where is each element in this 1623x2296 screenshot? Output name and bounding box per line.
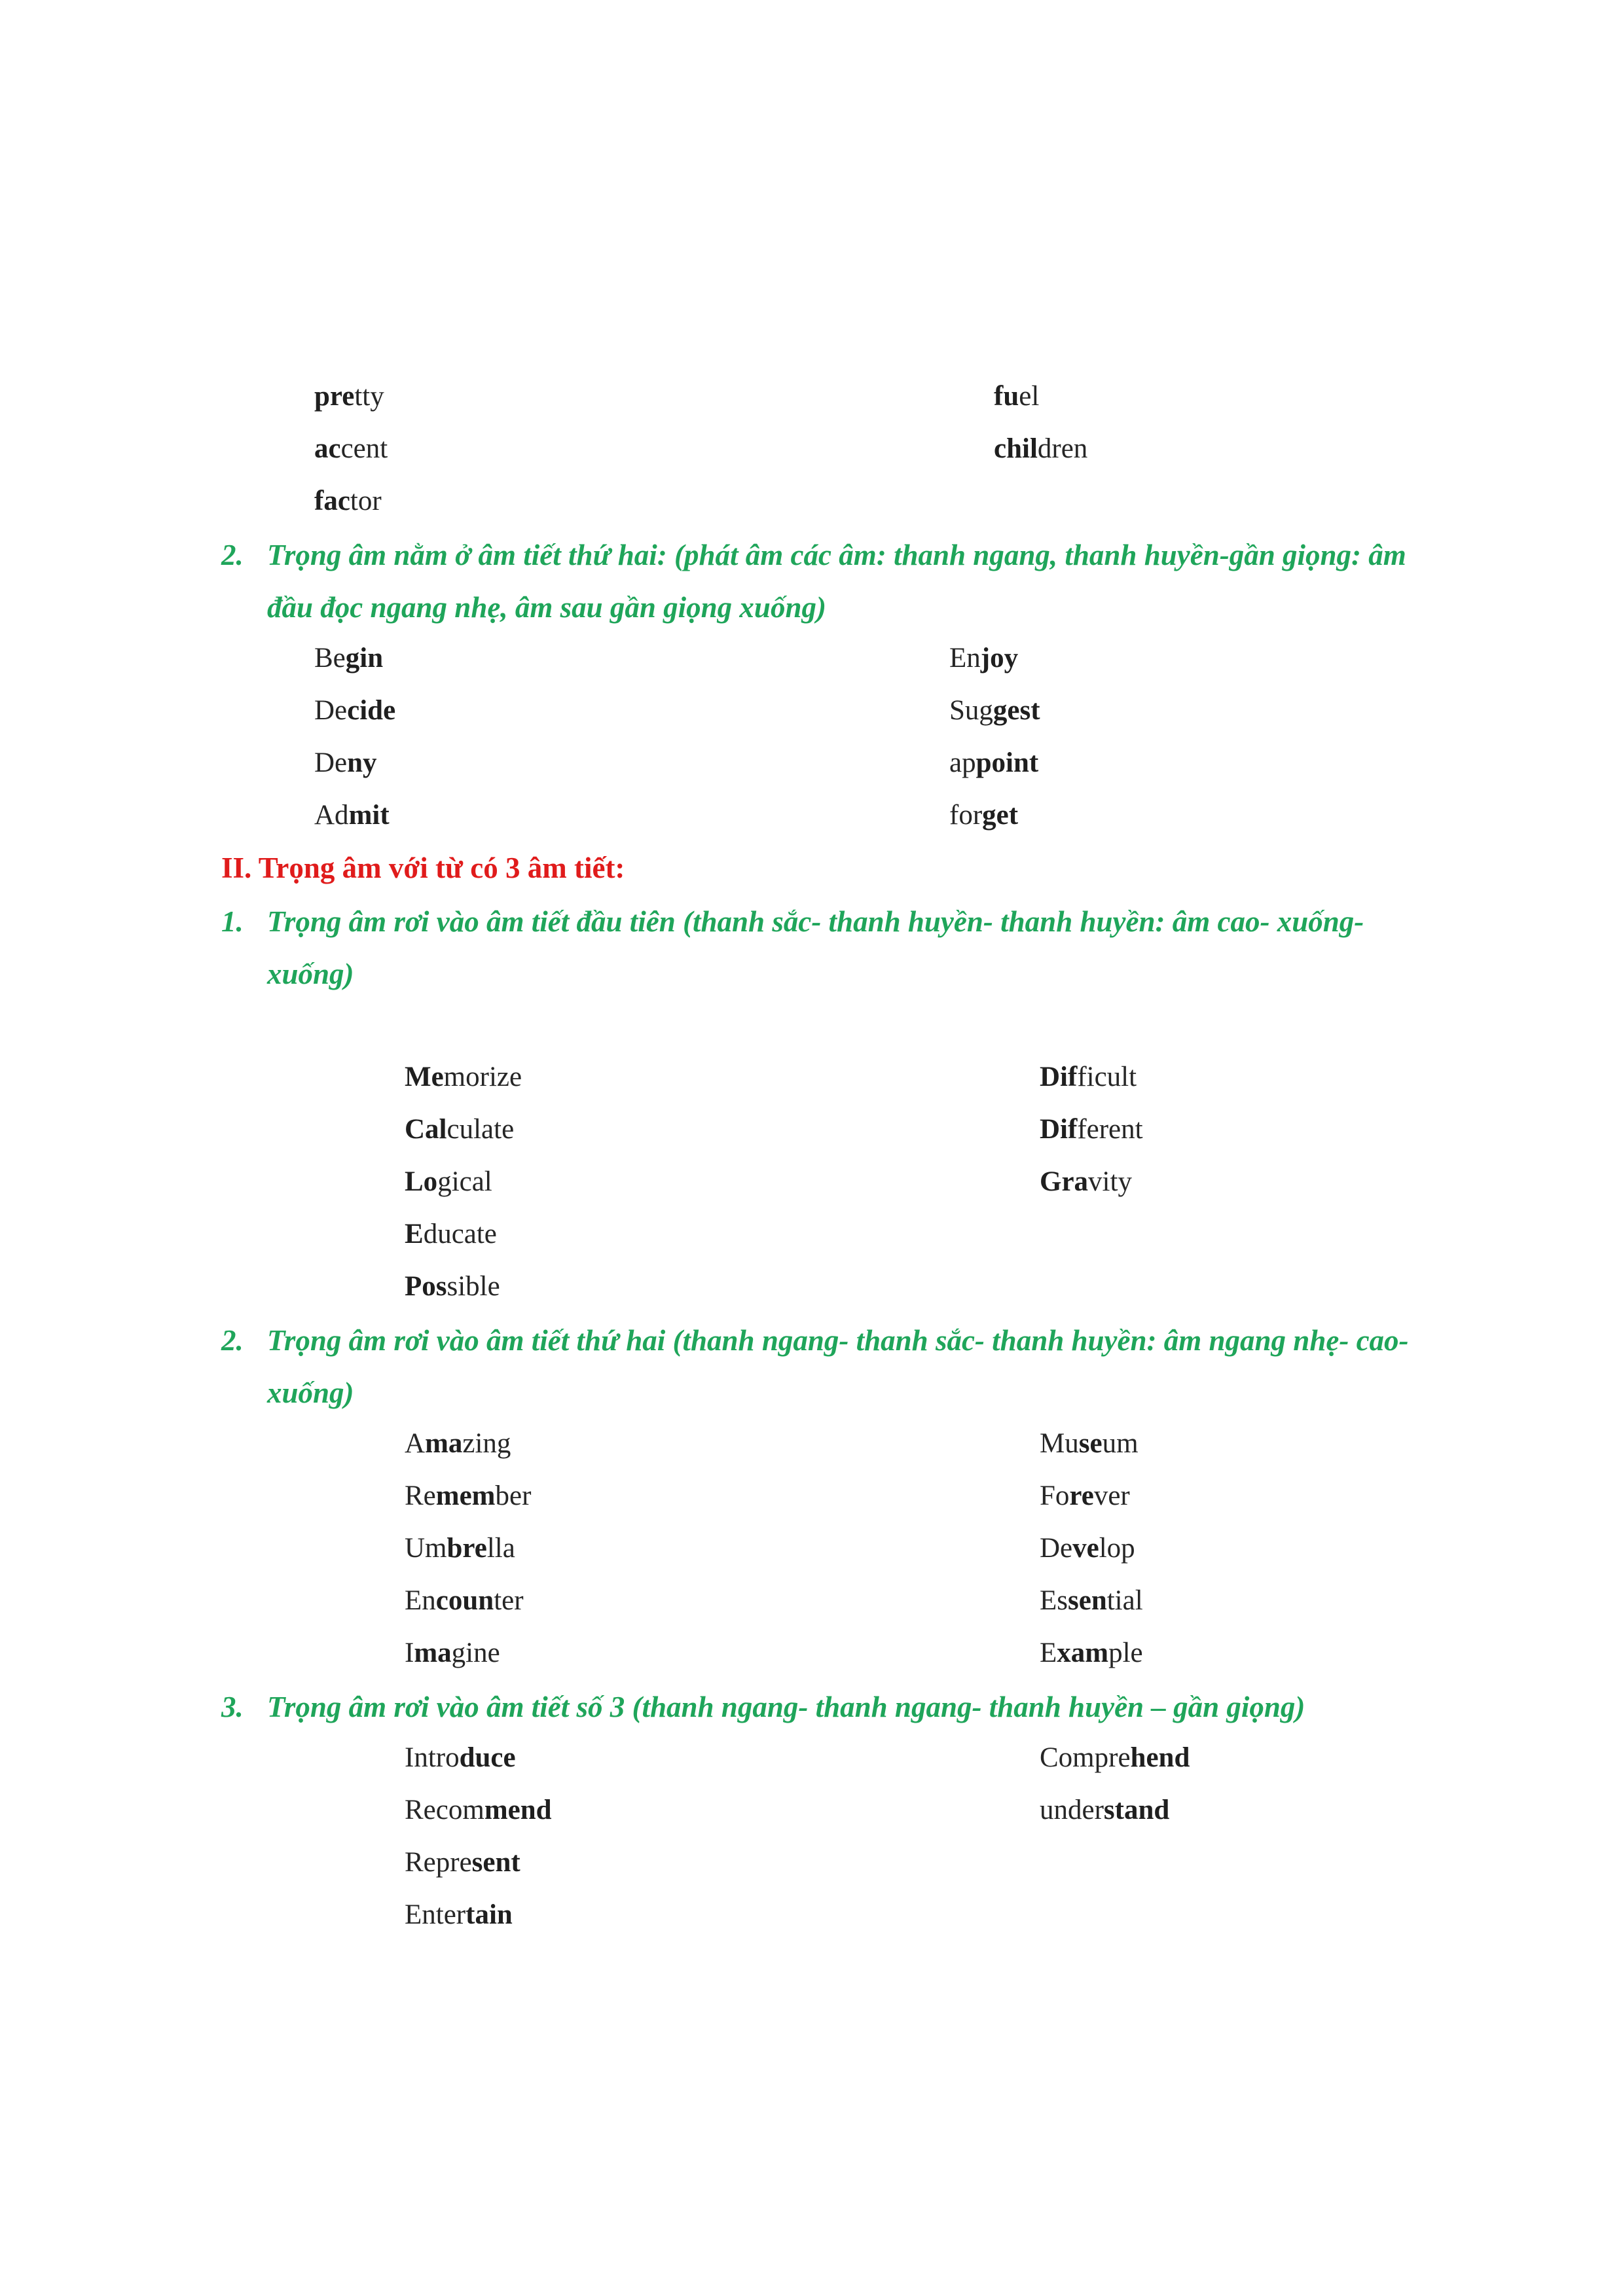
word-represent: Represent: [405, 1847, 520, 1878]
word-encounter: Encounter: [405, 1585, 524, 1616]
heading-number: 3.: [221, 1691, 244, 1723]
word-gravity: Gravity: [1040, 1166, 1132, 1197]
word-example: Example: [1040, 1638, 1143, 1668]
heading-number: 1.: [221, 905, 244, 938]
heading-number: 2.: [221, 1324, 244, 1357]
word-different: Different: [1040, 1114, 1143, 1145]
heading-three-syllable: II. Trọng âm với từ có 3 âm tiết:: [221, 852, 625, 884]
word-remember: Remember: [405, 1480, 532, 1511]
heading-text: Trọng âm rơi vào âm tiết đầu tiên (thanh sắc- thanh huyền- thanh huyền: âm cao- xuống- xuống): [267, 905, 1364, 990]
word-difficult: Difficult: [1040, 1062, 1137, 1092]
word-accent: accent: [314, 433, 388, 464]
word-admit: Admit: [314, 800, 390, 831]
word-calculate: Calculate: [405, 1114, 515, 1145]
word-comprehend: Comprehend: [1040, 1742, 1190, 1773]
heading-three-syllable-third-stress: [221, 1681, 1419, 1733]
word-essential: Essential: [1040, 1585, 1143, 1616]
heading-number: 2.: [221, 539, 244, 571]
word-understand: understand: [1040, 1795, 1170, 1825]
word-introduce: Introduce: [405, 1742, 516, 1773]
word-factor: factor: [314, 486, 382, 516]
word-suggest: Suggest: [949, 695, 1040, 726]
word-umbrella: Umbrella: [405, 1533, 515, 1564]
word-memorize: Memorize: [405, 1062, 522, 1092]
word-enjoy: Enjoy: [949, 643, 1019, 673]
word-pretty: pretty: [314, 381, 384, 412]
heading-text: Trọng âm rơi vào âm tiết số 3 (thanh ngang- thanh ngang- thanh huyền – gần giọng): [267, 1691, 1305, 1723]
heading-text: Trọng âm rơi vào âm tiết thứ hai (thanh ngang- thanh sắc- thanh huyền: âm ngang nhẹ- cao- xuống): [267, 1324, 1409, 1409]
word-educate: Educate: [405, 1219, 497, 1249]
heading-text: Trọng âm nằm ở âm tiết thứ hai: (phát âm các âm: thanh ngang, thanh huyền-gần giọng: âm đầu đọc ngang nhẹ, âm sau gần giọng xuống): [267, 539, 1406, 624]
heading-two-syllable-second-stress: [221, 529, 1419, 634]
word-logical: Logical: [405, 1166, 492, 1197]
word-develop: Develop: [1040, 1533, 1135, 1564]
word-forget: forget: [949, 800, 1019, 831]
word-museum: Museum: [1040, 1428, 1139, 1459]
word-possible: Possible: [405, 1271, 500, 1302]
word-decide: Decide: [314, 695, 396, 726]
word-recommend: Recommend: [405, 1795, 552, 1825]
heading-three-syllable-first-stress: [221, 895, 1419, 1000]
word-deny: Deny: [314, 747, 377, 778]
heading-three-syllable-second-stress: [221, 1314, 1419, 1419]
word-entertain: Entertain: [405, 1899, 513, 1930]
word-fuel: fuel: [994, 381, 1040, 412]
word-amazing: Amazing: [405, 1428, 511, 1459]
word-imagine: Imagine: [405, 1638, 500, 1668]
word-children: children: [994, 433, 1088, 464]
word-begin: Begin: [314, 643, 384, 673]
word-forever: Forever: [1040, 1480, 1130, 1511]
word-appoint: appoint: [949, 747, 1039, 778]
